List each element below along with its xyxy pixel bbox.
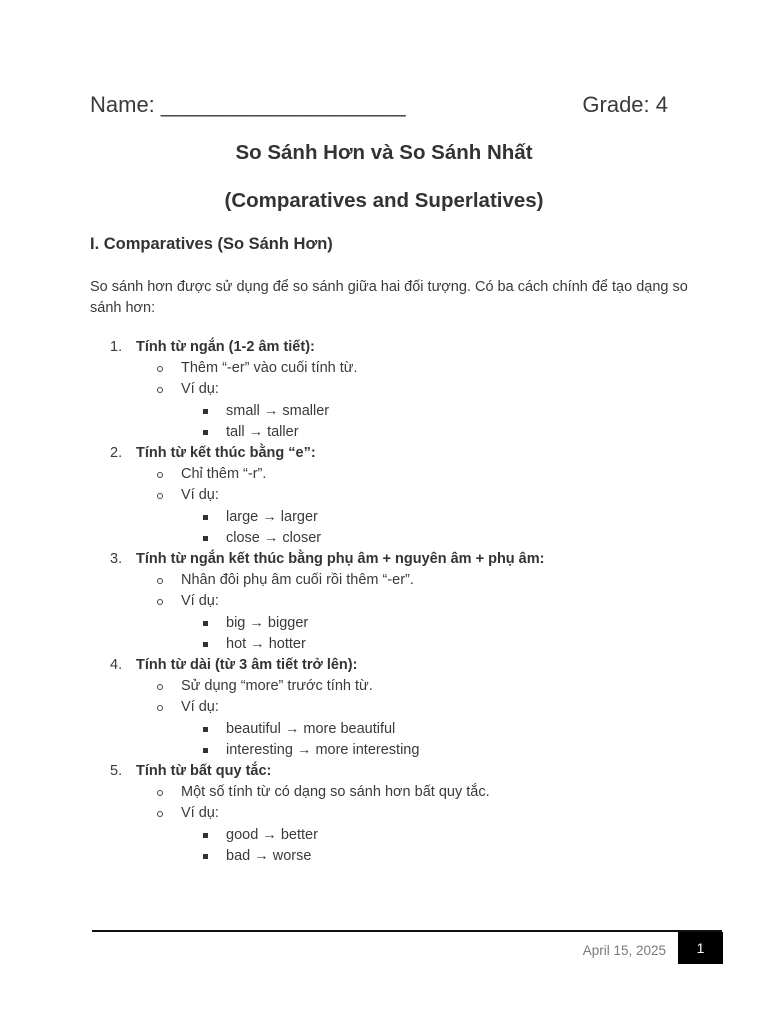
rule-heading: Tính từ ngắn kết thúc bằng phụ âm + nguyên âm + phụ âm: bbox=[136, 551, 545, 567]
footer-divider bbox=[92, 930, 722, 932]
rule-text: Một số tính từ có dạng so sánh hơn bất quy tắc. bbox=[181, 784, 490, 801]
rule-text: Chỉ thêm “-r”. bbox=[181, 466, 267, 483]
page-subtitle: (Comparatives and Superlatives) bbox=[224, 189, 544, 212]
hollow-bullet-icon bbox=[157, 493, 163, 499]
square-bullet-icon bbox=[203, 536, 208, 541]
example-label: Ví dụ: bbox=[181, 381, 219, 398]
hollow-bullet-icon bbox=[157, 366, 163, 372]
rule-heading: Tính từ dài (từ 3 âm tiết trở lên): bbox=[136, 657, 358, 673]
hollow-bullet-icon bbox=[157, 472, 163, 478]
square-bullet-icon bbox=[203, 409, 208, 414]
hollow-bullet-icon bbox=[157, 811, 163, 817]
rule-heading: Tính từ ngắn (1-2 âm tiết): bbox=[136, 339, 315, 355]
example-label: Ví dụ: bbox=[181, 487, 219, 504]
hollow-bullet-icon bbox=[157, 578, 163, 584]
footer-date: April 15, 2025 bbox=[582, 943, 666, 958]
intro-paragraph: So sánh hơn được sử dụng để so sánh giữa hai đối tượng. Có ba cách chính để tạo dạng so sánh hơn: bbox=[90, 279, 688, 316]
example-text: big → bigger bbox=[226, 614, 309, 631]
square-bullet-icon bbox=[203, 642, 208, 647]
name-field-label: Name: ____________________ bbox=[90, 92, 406, 117]
example-text: tall → taller bbox=[226, 423, 299, 440]
example-text: close → closer bbox=[226, 529, 322, 546]
rule-number: 5. bbox=[110, 763, 123, 779]
rule-number: 1. bbox=[110, 339, 123, 355]
example-text: small → smaller bbox=[226, 402, 330, 419]
hollow-bullet-icon bbox=[157, 684, 163, 690]
square-bullet-icon bbox=[203, 727, 208, 732]
rule-number: 2. bbox=[110, 445, 123, 461]
page-number: 1 bbox=[678, 932, 723, 964]
worksheet-header bbox=[90, 92, 668, 122]
example-label: Ví dụ: bbox=[181, 593, 219, 610]
rule-text: Nhân đôi phụ âm cuối rồi thêm “-er”. bbox=[181, 572, 414, 589]
hollow-bullet-icon bbox=[157, 599, 163, 605]
example-label: Ví dụ: bbox=[181, 805, 219, 822]
example-text: beautiful → more beautiful bbox=[226, 720, 396, 737]
rule-heading: Tính từ bất quy tắc: bbox=[136, 763, 272, 779]
hollow-bullet-icon bbox=[157, 705, 163, 711]
square-bullet-icon bbox=[203, 748, 208, 753]
square-bullet-icon bbox=[203, 515, 208, 520]
grade-label: Grade: 4 bbox=[582, 92, 668, 117]
example-label: Ví dụ: bbox=[181, 699, 219, 716]
example-text: good → better bbox=[226, 826, 318, 843]
rule-text: Sử dụng “more” trước tính từ. bbox=[181, 678, 373, 695]
example-text: interesting → more interesting bbox=[226, 741, 420, 758]
example-text: large → larger bbox=[226, 508, 318, 525]
rule-number: 4. bbox=[110, 657, 123, 673]
square-bullet-icon bbox=[203, 430, 208, 435]
square-bullet-icon bbox=[203, 621, 208, 626]
rule-text: Thêm “-er” vào cuối tính từ. bbox=[181, 360, 358, 377]
square-bullet-icon bbox=[203, 833, 208, 838]
section-heading: I. Comparatives (So Sánh Hơn) bbox=[90, 235, 333, 253]
page-title: So Sánh Hơn và So Sánh Nhất bbox=[235, 141, 533, 164]
hollow-bullet-icon bbox=[157, 387, 163, 393]
square-bullet-icon bbox=[203, 854, 208, 859]
example-text: bad → worse bbox=[226, 847, 312, 864]
example-text: hot → hotter bbox=[226, 635, 306, 652]
rule-number: 3. bbox=[110, 551, 123, 567]
rule-heading: Tính từ kết thúc bằng “e”: bbox=[136, 445, 316, 461]
hollow-bullet-icon bbox=[157, 790, 163, 796]
